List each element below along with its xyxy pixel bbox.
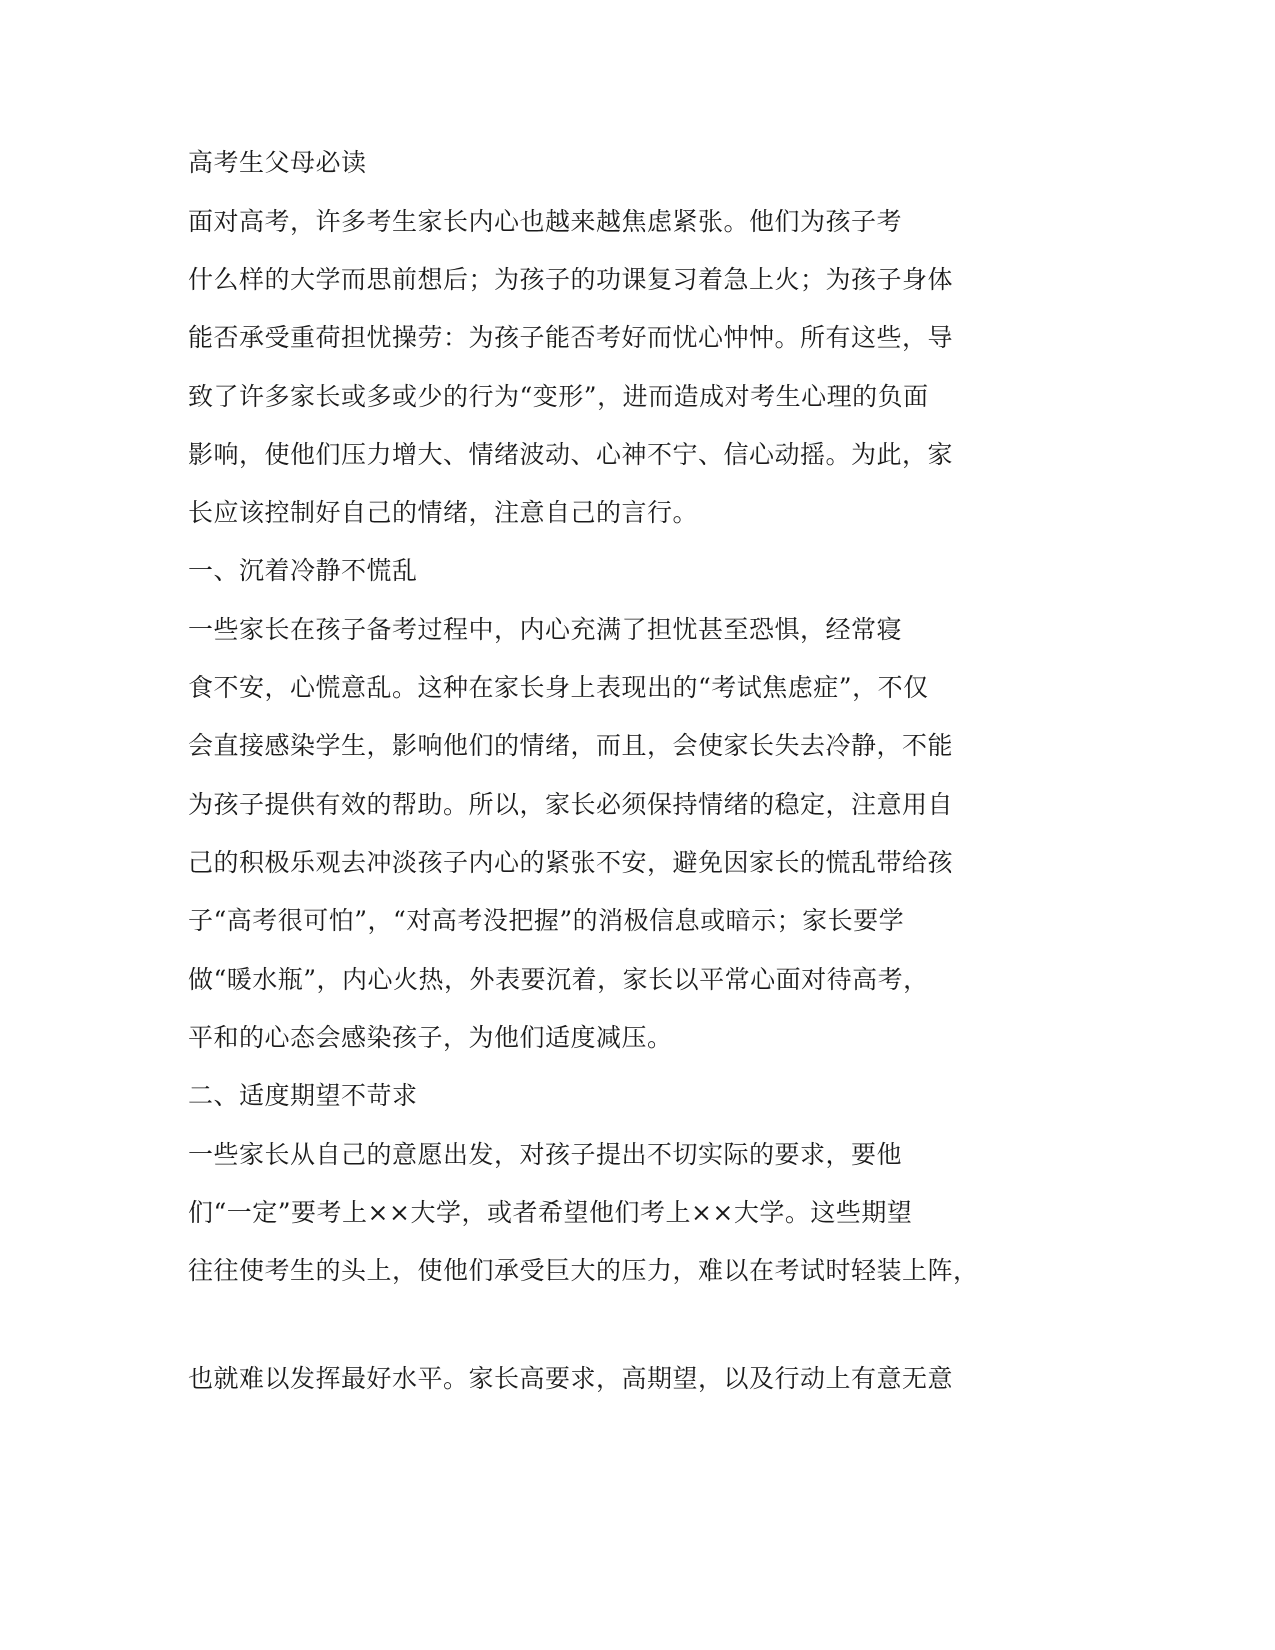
paragraph-line: 面对高考，许多考生家长内心也越来越焦虑紧张。他们为孩子考 (188, 207, 903, 236)
paragraph-line: 为孩子提供有效的帮助。所以，家长必须保持情绪的稳定，注意用自 (188, 790, 954, 819)
paragraph-line: 做“暖水瓶”，内心火热，外表要沉着，家长以平常心面对待高考， (188, 965, 929, 994)
paragraph-line: 什么样的大学而思前想后；为孩子的功课复习着急上火；为孩子身体 (188, 265, 954, 294)
paragraph-line: 也就难以发挥最好水平。家长高要求，高期望，以及行动上有意无意 (188, 1364, 954, 1393)
paragraph-line: 长应该控制好自己的情绪，注意自己的言行。 (188, 498, 699, 527)
paragraph-line: 食不安，心慌意乱。这种在家长身上表现出的“考试焦虑症”，不仅 (188, 673, 929, 702)
paragraph-line: 一些家长从自己的意愿出发，对孩子提出不切实际的要求，要他 (188, 1140, 903, 1169)
paragraph-line: 平和的心态会感染孩子，为他们适度减压。 (188, 1023, 673, 1052)
paragraph-line: 致了许多家长或多或少的行为“变形”，进而造成对考生心理的负面 (188, 382, 929, 411)
paragraph-line: 影响，使他们压力增大、情绪波动、心神不宁、信心动摇。为此，家 (188, 440, 954, 469)
paragraph-line: 会直接感染学生，影响他们的情绪，而且，会使家长失去冷静，不能 (188, 731, 954, 760)
paragraph-line: 子“高考很可怕”，“对高考没把握”的消极信息或暗示；家长要学 (188, 906, 905, 935)
paragraph-line: 往往使考生的头上，使他们承受巨大的压力，难以在考试时轻装上阵， (188, 1256, 979, 1285)
paragraph-line: 们“一定”要考上××大学，或者希望他们考上××大学。这些期望 (188, 1198, 913, 1227)
document-title: 高考生父母必读 (188, 148, 367, 177)
paragraph-line: 一些家长在孩子备考过程中，内心充满了担忧甚至恐惧，经常寝 (188, 615, 903, 644)
paragraph-line: 己的积极乐观去冲淡孩子内心的紧张不安，避免因家长的慌乱带给孩 (188, 848, 954, 877)
paragraph-line: 能否承受重荷担忧操劳：为孩子能否考好而忧心忡忡。所有这些，导 (188, 323, 954, 352)
section-heading: 一、沉着冷静不慌乱 (188, 556, 418, 585)
section-heading: 二、适度期望不苛求 (188, 1081, 418, 1110)
